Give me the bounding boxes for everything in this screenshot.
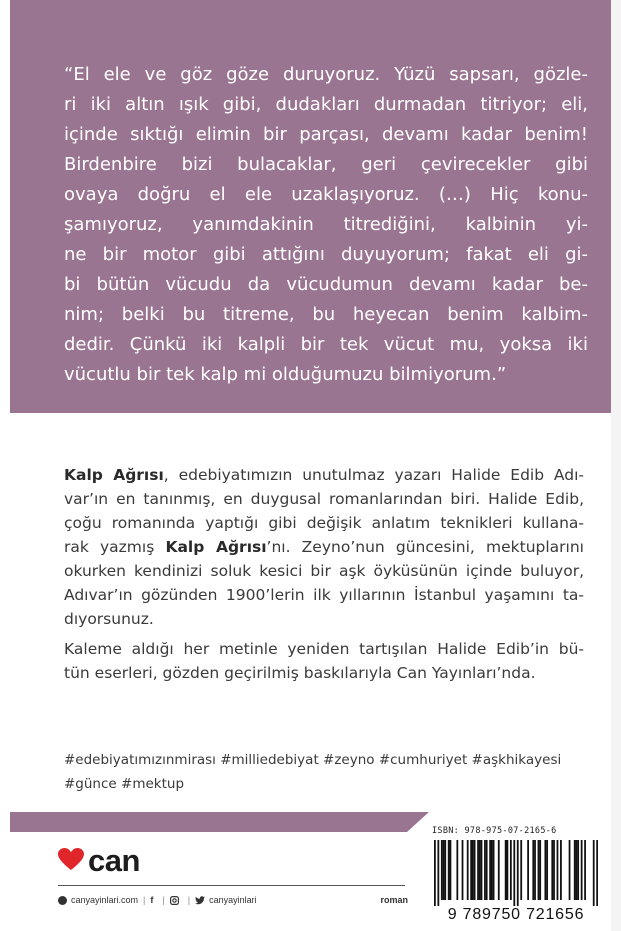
barcode-bar: [584, 840, 586, 900]
isbn-label: ISBN: 978-975-07-2165-6: [432, 826, 557, 836]
barcode-bar: [532, 840, 534, 900]
barcode-bar: [477, 840, 479, 900]
barcode-bar: [510, 840, 512, 900]
description-text: ’nı. Zeyno’nun güncesini, mektuplarını: [266, 538, 584, 556]
quote-line: bi bütün vücudu da vücudumun devamı kadar be-: [64, 274, 588, 295]
facebook-icon[interactable]: f: [150, 895, 154, 905]
separator: |: [187, 895, 191, 905]
barcode-bar: [470, 840, 472, 900]
barcode-bar: [448, 840, 450, 900]
website-link[interactable]: canyayinlari.com: [71, 895, 139, 905]
instagram-icon[interactable]: [170, 896, 179, 905]
isbn-barcode-block: [428, 822, 604, 926]
description-line: Kaleme aldığı her metinle yeniden tartışılan Halide Edib’in bü-: [64, 640, 584, 658]
description-line: okurken kendinizi soluk kesici bir aşk öyküsünün içinde buluyor,: [64, 562, 584, 580]
hashtag-line: #edebiyatımızınmirası #milliedebiyat #zeyno #cumhuriyet #aşkhikayesi: [64, 752, 562, 768]
barcode-bar: [574, 840, 576, 900]
barcode-bar: [479, 840, 481, 900]
barcode-bar: [551, 840, 553, 900]
quote-line: ovaya doğru el ele uzaklaşıyoruz. (…) Hiç konu-: [64, 184, 588, 205]
heart-logo-icon: [58, 848, 84, 872]
description-line: dıyorsunuz.: [64, 610, 154, 628]
hashtags: [64, 748, 564, 796]
barcode-bar: [472, 840, 474, 900]
footer-divider: [58, 885, 405, 886]
barcode-bar: [507, 840, 509, 900]
barcode-bar: [437, 840, 439, 906]
quote-line: şamıyoruz, yanımdakinin titrediğini, kalbinin yi-: [64, 214, 588, 235]
publisher-footer: [58, 893, 408, 907]
barcode-bar: [596, 840, 598, 906]
description-line: Adıvar’ın gözünden 1900’lerin ilk yıllarının İstanbul yaşamını ta-: [64, 586, 584, 604]
description-paragraph-2: [64, 637, 584, 685]
barcode-bar: [577, 840, 579, 900]
description-line: [64, 463, 584, 487]
barcode-bar: [474, 840, 476, 900]
separator: |: [143, 895, 146, 905]
quote-line: nim; belki bu titreme, bu heyecan benim kalbim-: [64, 304, 588, 325]
barcode-bar: [557, 840, 559, 900]
quote-line: ne bir motor gibi attığını duyuyorum; fakat eli gi-: [64, 244, 588, 265]
barcode-bar: [493, 840, 495, 900]
social-handle[interactable]: canyayinlari: [209, 895, 257, 905]
barcode-bar: [489, 840, 491, 900]
barcode-bar: [581, 840, 583, 900]
barcode-bar: [505, 840, 507, 900]
barcode-bar: [538, 840, 540, 900]
description-text: rak yazmış: [64, 538, 166, 556]
barcode-bar: [484, 840, 486, 900]
barcode-bar: [498, 840, 500, 900]
barcode-bar: [467, 840, 469, 900]
barcode-bar: [553, 840, 555, 900]
book-quote: [64, 60, 588, 390]
barcode-bar: [441, 840, 443, 900]
barcode-bar: [513, 840, 515, 906]
separator: |: [162, 895, 165, 905]
publisher-logo-text: can: [88, 843, 140, 878]
barcode-bar: [546, 840, 548, 900]
barcode-image: [434, 840, 598, 906]
barcode-bar: [569, 840, 571, 900]
twitter-icon[interactable]: [195, 896, 205, 905]
barcode-bar: [450, 840, 452, 900]
barcode-bar: [534, 840, 536, 900]
barcode-bar: [517, 840, 519, 906]
globe-icon: [58, 896, 67, 905]
barcode-bar: [486, 840, 488, 900]
quote-line: içinde sıktığı elimin bir parçası, devamı kadar benim!: [64, 124, 588, 145]
description-line: çoğu romanında yaptığı gibi değişik anlatım teknikleri kullana-: [64, 514, 584, 532]
cover-edge: [611, 0, 621, 931]
genre-label: roman: [380, 895, 408, 905]
quote-line: “El ele ve göz göze duruyoruz. Yüzü sapsarı, gözle-: [64, 64, 588, 85]
description-paragraph-1: [64, 463, 584, 631]
quote-line: ri iki altın ışık gibi, dudakları durmadan titriyor; eli,: [64, 94, 588, 115]
barcode-bar: [527, 840, 529, 900]
hashtag-line: #günce #mektup: [64, 776, 185, 792]
description-line: tün eserleri, gözden geçirilmiş baskılarıyla Can Yayınları’nda.: [64, 664, 536, 682]
barcode-bar: [520, 840, 522, 900]
book-title-bold: Kalp Ağrısı: [165, 538, 267, 556]
barcode-bar: [560, 840, 562, 900]
barcode-bar: [462, 840, 464, 900]
description-line: var’ın en tanınmış, en duygusal romanlarından biri. Halide Edib,: [64, 490, 584, 508]
description-line: [64, 535, 584, 559]
barcode-bar: [593, 840, 595, 906]
quote-line: Birdenbire bizi bulacaklar, geri çevirecekler gibi: [64, 154, 588, 175]
quote-line: vücutlu bir tek kalp mi olduğumuzu bilmiyorum.”: [64, 364, 507, 385]
barcode-bar: [576, 840, 578, 900]
barcode-bar: [481, 840, 483, 900]
barcode-bar: [539, 840, 541, 900]
barcode-bar: [434, 840, 436, 906]
description-text: , edebiyatımızın unutulmaz yazarı Halide Edib Adı-: [163, 466, 584, 484]
barcode-bar: [544, 840, 546, 900]
barcode-bar: [444, 840, 446, 900]
book-title-bold: Kalp Ağrısı: [64, 466, 164, 484]
barcode-bar: [456, 840, 458, 900]
barcode-bar: [491, 840, 493, 900]
isbn-number: 9 789750 721656: [447, 906, 585, 923]
barcode-bar: [443, 840, 445, 900]
quote-line: dedir. Çünkü iki kalpli bir tek vücut mu, yoksa iki: [64, 334, 588, 355]
